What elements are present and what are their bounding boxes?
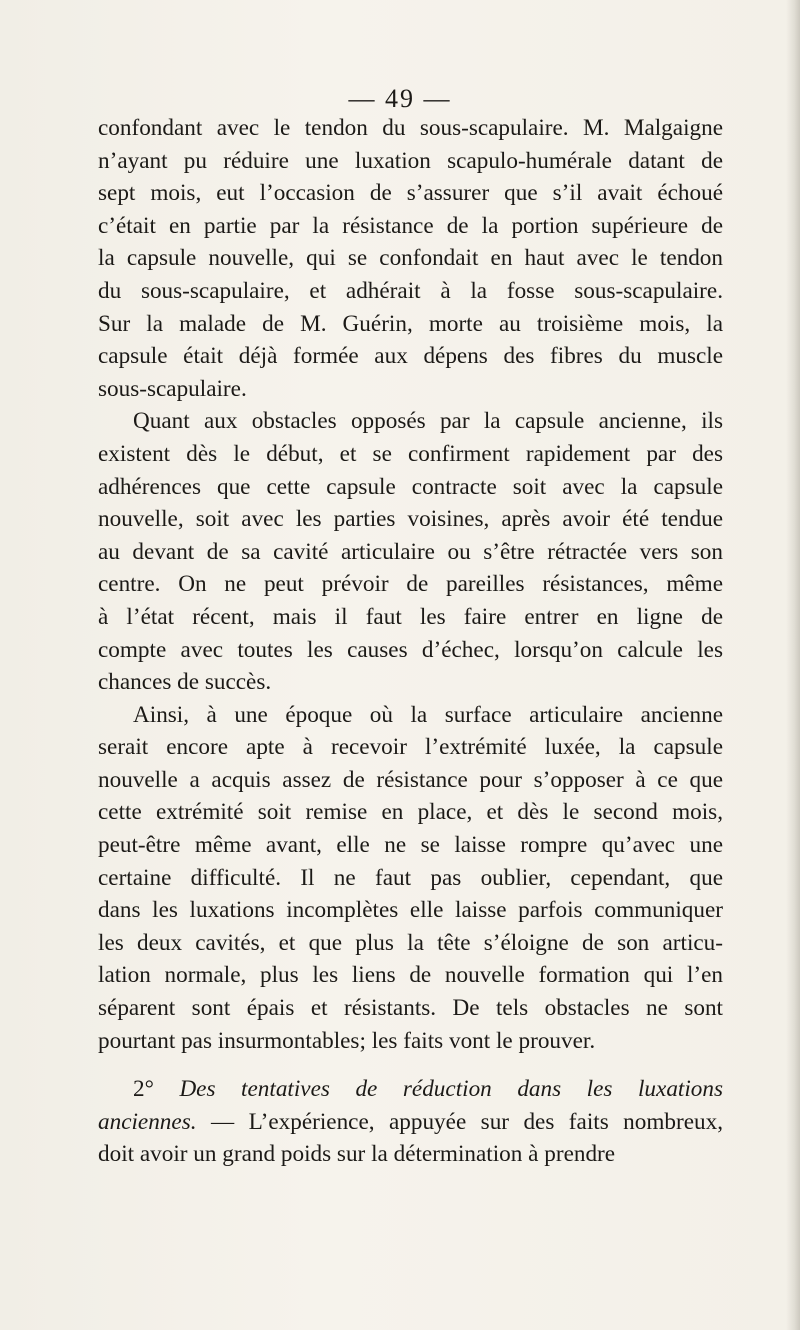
section-text: — L’expérience, appuyée sur des faits nombreux, [196, 1108, 723, 1135]
text-line: Quant aux obstacles opposés par la capsule ancienne, ils [133, 408, 723, 435]
text-line: du sous-scapulaire, et adhérait à la fosse sous-scapulaire. [98, 277, 723, 304]
text-line: compte avec toutes les causes d’échec, lorsqu’on calcule les [98, 636, 723, 663]
text-line: existent dès le début, et se confirment rapidement par des [98, 440, 723, 467]
text-line: c’était en partie par la résistance de la portion supérieure de [98, 212, 723, 239]
body-text [98, 112, 723, 1171]
text-line: adhérences que cette capsule contracte soit avec la capsule [98, 473, 723, 500]
section-title: Des tentatives de réduction dans les luxations [179, 1076, 724, 1103]
section-gap [98, 1057, 723, 1073]
section-heading-line [98, 1073, 723, 1106]
text-line: lation normale, plus les liens de nouvelle formation qui l’en [98, 962, 723, 989]
text-line: serait encore apte à recevoir l’extrémité luxée, la capsule [98, 734, 723, 761]
text-line: n’ayant pu réduire une luxation scapulo-humérale datant de [98, 147, 723, 174]
text-line: capsule était déjà formée aux dépens des fibres du muscle [98, 343, 723, 370]
paragraph-3 [98, 699, 723, 1058]
text-line: à l’état récent, mais il faut les faire entrer en ligne de [98, 603, 723, 630]
page-number: — 49 — [348, 84, 452, 113]
text-line [98, 1106, 723, 1139]
text-line: confondant avec le tendon du sous-scapulaire. M. Malgaigne [98, 115, 723, 141]
text-line: séparent sont épais et résistants. De tels obstacles ne sont [98, 995, 723, 1022]
text-line: dans les luxations incomplètes elle laisse parfois communiquer [98, 897, 723, 924]
text-line: la capsule nouvelle, qui se confondait en haut avec le tendon [98, 245, 723, 272]
text-line: sous-scapulaire. [98, 375, 247, 402]
text-line: chances de succès. [98, 669, 272, 696]
text-line: les deux cavités, et que plus la tête s’éloigne de son articu- [98, 929, 723, 956]
text-line: nouvelle a acquis assez de résistance pour s’opposer à ce que [98, 766, 723, 793]
paragraph-2 [98, 405, 723, 698]
page-edge-shadow [786, 0, 800, 1330]
text-line: peut-être même avant, elle ne se laisse rompre qu’avec une [98, 832, 723, 859]
text-line: sept mois, eut l’occasion de s’assurer que s’il avait échoué [98, 180, 723, 207]
paragraph-1 [98, 112, 723, 405]
text-line: Sur la malade de M. Guérin, morte au troisième mois, la [98, 310, 723, 337]
text-line: doit avoir un grand poids sur la détermination à prendre [98, 1141, 616, 1168]
text-line: certaine difficulté. Il ne faut pas oublier, cependant, que [98, 864, 723, 891]
text-line: pourtant pas insurmontables; les faits vont le prouver. [98, 1027, 596, 1054]
section-paragraph [98, 1073, 723, 1171]
text-line: au devant de sa cavité articulaire ou s’être rétractée vers son [98, 538, 723, 565]
text-line: Ainsi, à une époque où la surface articulaire ancienne [133, 701, 723, 728]
text-line: nouvelle, soit avec les parties voisines, après avoir été tendue [98, 506, 723, 533]
text-line: centre. On ne peut prévoir de pareilles résistances, même [98, 571, 723, 598]
section-number: 2° [133, 1076, 154, 1103]
section-title-continued: anciennes. [98, 1108, 197, 1135]
text-line: cette extrémité soit remise en place, et dès le second mois, [98, 799, 723, 826]
